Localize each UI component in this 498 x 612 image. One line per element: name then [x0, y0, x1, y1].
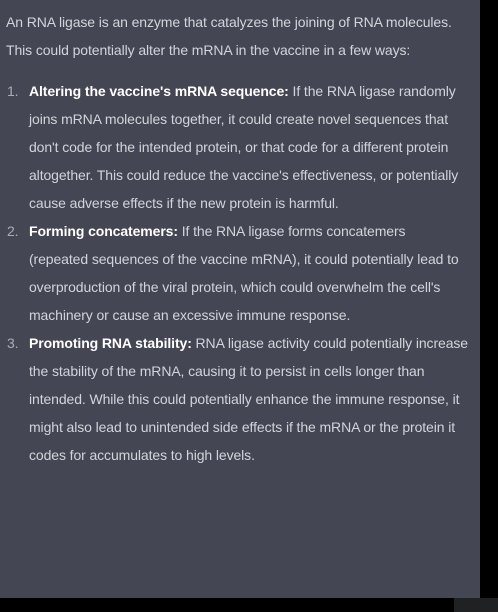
point-body: RNA ligase activity could potentially increase the stability of the mRNA, causing it to persist in cells longer than intended. While this could potentially enhance the immune response, it might also lead to unintended side effects if the mRNA or the protein it codes for accumulates to high levels. — [29, 335, 468, 463]
point-body: If the RNA ligase randomly joins mRNA molecules together, it could create novel sequences that don't code for the intended protein, or that code for a different protein altogether. This could reduce the vaccine's effectiveness, or potentially cause adverse effects if the new protein is harmful. — [29, 83, 459, 211]
list-item — [6, 329, 468, 469]
list-number: 2. — [7, 223, 19, 239]
list-item — [6, 217, 468, 329]
list-number: 1. — [7, 83, 19, 99]
list-item — [6, 77, 468, 217]
list-number: 3. — [7, 335, 19, 351]
bottom-edge-strip — [454, 598, 498, 612]
point-title: Altering the vaccine's mRNA sequence: — [29, 83, 293, 99]
intro-paragraph: An RNA ligase is an enzyme that catalyzes the joining of RNA molecules. This could potentially alter the mRNA in the vaccine in a few ways: — [6, 14, 452, 58]
point-body: If the RNA ligase forms concatemers (repeated sequences of the vaccine mRNA), it could potentially lead to overproduction of the viral protein, which could overwhelm the cell's machinery or cause an excessive immune response. — [29, 223, 459, 323]
point-title: Forming concatemers: — [29, 223, 182, 239]
numbered-list — [6, 77, 468, 469]
point-title: Promoting RNA stability: — [29, 335, 196, 351]
